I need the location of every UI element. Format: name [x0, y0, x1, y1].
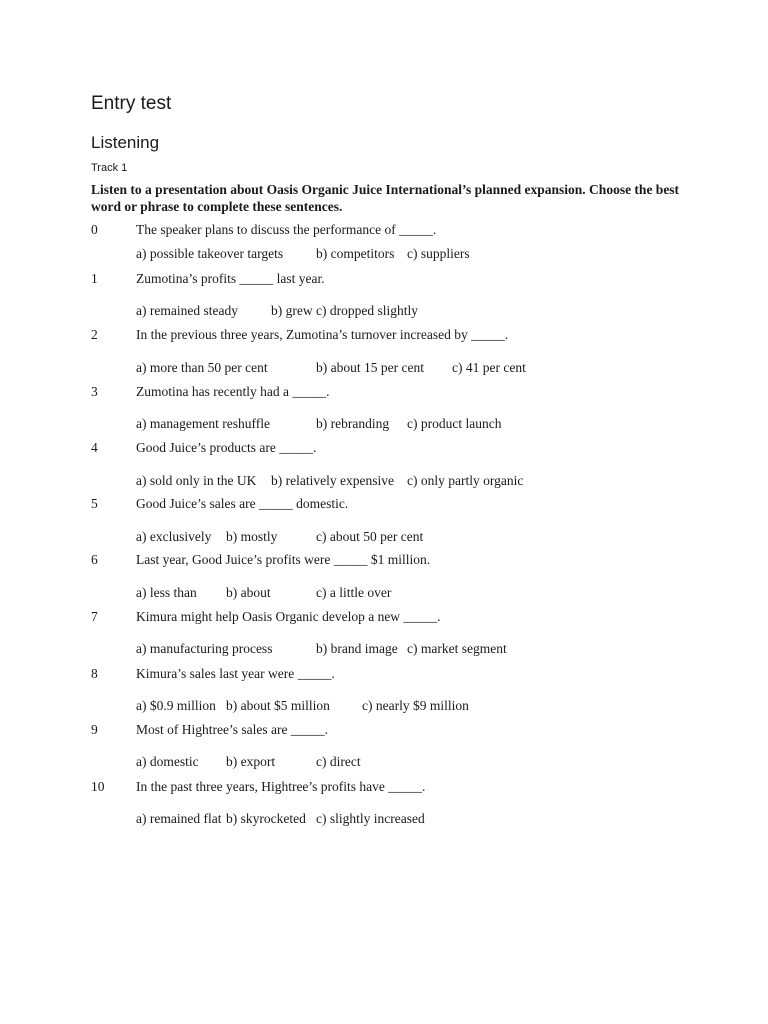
option-c: c) 41 per cent [452, 360, 526, 375]
question-number: 9 [91, 722, 98, 737]
option-b: b) mostly [226, 529, 278, 544]
option-a: a) less than [136, 585, 197, 600]
question-text: Zumotina’s profits _____ last year. [136, 271, 325, 286]
option-b: b) about 15 per cent [316, 360, 424, 375]
option-a: a) remained flat [136, 811, 222, 826]
option-c: c) nearly $9 million [362, 698, 469, 713]
question-text: In the previous three years, Zumotina’s turnover increased by _____. [136, 327, 509, 342]
option-b: b) about $5 million [226, 698, 330, 713]
option-c: c) a little over [316, 585, 392, 600]
option-a: a) exclusively [136, 529, 212, 544]
section-heading: Listening [91, 133, 160, 152]
option-c: c) dropped slightly [316, 303, 418, 318]
question-number: 4 [91, 440, 98, 455]
option-a: a) $0.9 million [136, 698, 216, 713]
option-a: a) possible takeover targets [136, 246, 284, 261]
question-number: 5 [91, 496, 98, 511]
option-b: b) skyrocketed [226, 811, 306, 826]
option-b: b) relatively expensive [271, 473, 394, 488]
question-number: 10 [91, 779, 105, 794]
option-c: c) product launch [407, 416, 502, 431]
question-number: 7 [91, 609, 98, 624]
question-text: Most of Hightree’s sales are _____. [136, 722, 328, 737]
page-title: Entry test [91, 93, 172, 114]
question-number: 8 [91, 666, 98, 681]
question-number: 6 [91, 552, 98, 567]
question-text: Good Juice’s sales are _____ domestic. [136, 496, 349, 511]
option-c: c) slightly increased [316, 811, 425, 826]
question-text: Zumotina has recently had a _____. [136, 384, 330, 399]
option-a: a) remained steady [136, 303, 238, 318]
option-a: a) sold only in the UK [136, 473, 257, 488]
question-text: Good Juice’s products are _____. [136, 440, 317, 455]
option-b: b) grew [271, 303, 313, 318]
option-a: a) manufacturing process [136, 641, 273, 656]
option-a: a) management reshuffle [136, 416, 270, 431]
question-text: Kimura’s sales last year were _____. [136, 666, 335, 681]
question-number: 2 [91, 327, 98, 342]
option-c: c) direct [316, 754, 361, 769]
option-b: b) about [226, 585, 271, 600]
option-c: c) market segment [407, 641, 507, 656]
question-text: The speaker plans to discuss the performance of _____. [136, 222, 437, 237]
track-label: Track 1 [91, 162, 128, 174]
question-text: Last year, Good Juice’s profits were _____ $1 million. [136, 552, 431, 567]
option-b: b) rebranding [316, 416, 390, 431]
question-number: 0 [91, 222, 98, 237]
option-a: a) domestic [136, 754, 199, 769]
question-text: In the past three years, Hightree’s profits have _____. [136, 779, 426, 794]
option-c: c) suppliers [407, 246, 470, 261]
instructions: Listen to a presentation about Oasis Organic Juice International’s planned expansion. Choose the best word or phrase to complete these sentences. [91, 182, 680, 214]
option-c: c) about 50 per cent [316, 529, 424, 544]
question-text: Kimura might help Oasis Organic develop a new _____. [136, 609, 441, 624]
option-b: b) brand image [316, 641, 398, 656]
option-a: a) more than 50 per cent [136, 360, 268, 375]
question-number: 1 [91, 271, 98, 286]
option-c: c) only partly organic [407, 473, 524, 488]
option-b: b) competitors [316, 246, 395, 261]
question-number: 3 [91, 384, 98, 399]
option-b: b) export [226, 754, 276, 769]
